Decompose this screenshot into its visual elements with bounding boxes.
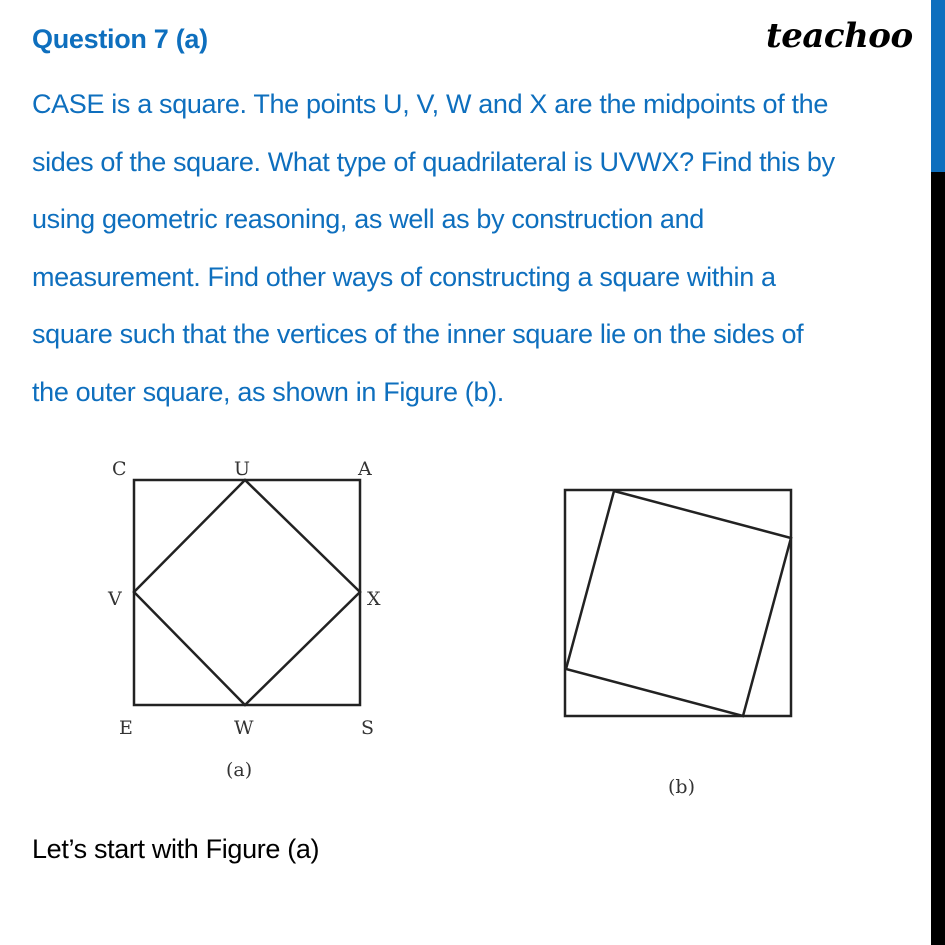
inner-square-uvwx [134, 480, 360, 705]
label-v: V [108, 588, 122, 610]
outer-square-b [565, 490, 791, 716]
label-x: X [367, 588, 381, 610]
question-line: the outer square, as shown in Figure (b). [32, 376, 504, 407]
label-a: A [358, 458, 372, 480]
caption-b: (b) [668, 776, 695, 798]
question-line: measurement. Find other ways of constructing a square within a [32, 261, 776, 292]
side-bar-black [931, 172, 945, 945]
label-u: U [234, 458, 251, 480]
label-w: W [234, 717, 254, 739]
question-title: Question 7 (a) [32, 24, 208, 54]
caption-a: (a) [226, 759, 253, 781]
question-text [32, 76, 932, 421]
label-c: C [112, 458, 127, 480]
inner-square-b [566, 491, 791, 716]
accent-bar [931, 0, 945, 172]
question-line: using geometric reasoning, as well as by construction and [32, 204, 704, 234]
label-e: E [119, 717, 133, 739]
teachoo-logo: teachoo [766, 16, 913, 56]
label-s: S [361, 717, 375, 739]
outer-square-case [134, 480, 360, 705]
footer-text: Let’s start with Figure (a) [32, 834, 320, 864]
question-line: sides of the square. What type of quadrilateral is UVWX? Find this by [32, 146, 835, 177]
question-line: CASE is a square. The points U, V, W and X are the midpoints of the [32, 89, 828, 119]
question-line: square such that the vertices of the inner square lie on the sides of [32, 319, 804, 349]
